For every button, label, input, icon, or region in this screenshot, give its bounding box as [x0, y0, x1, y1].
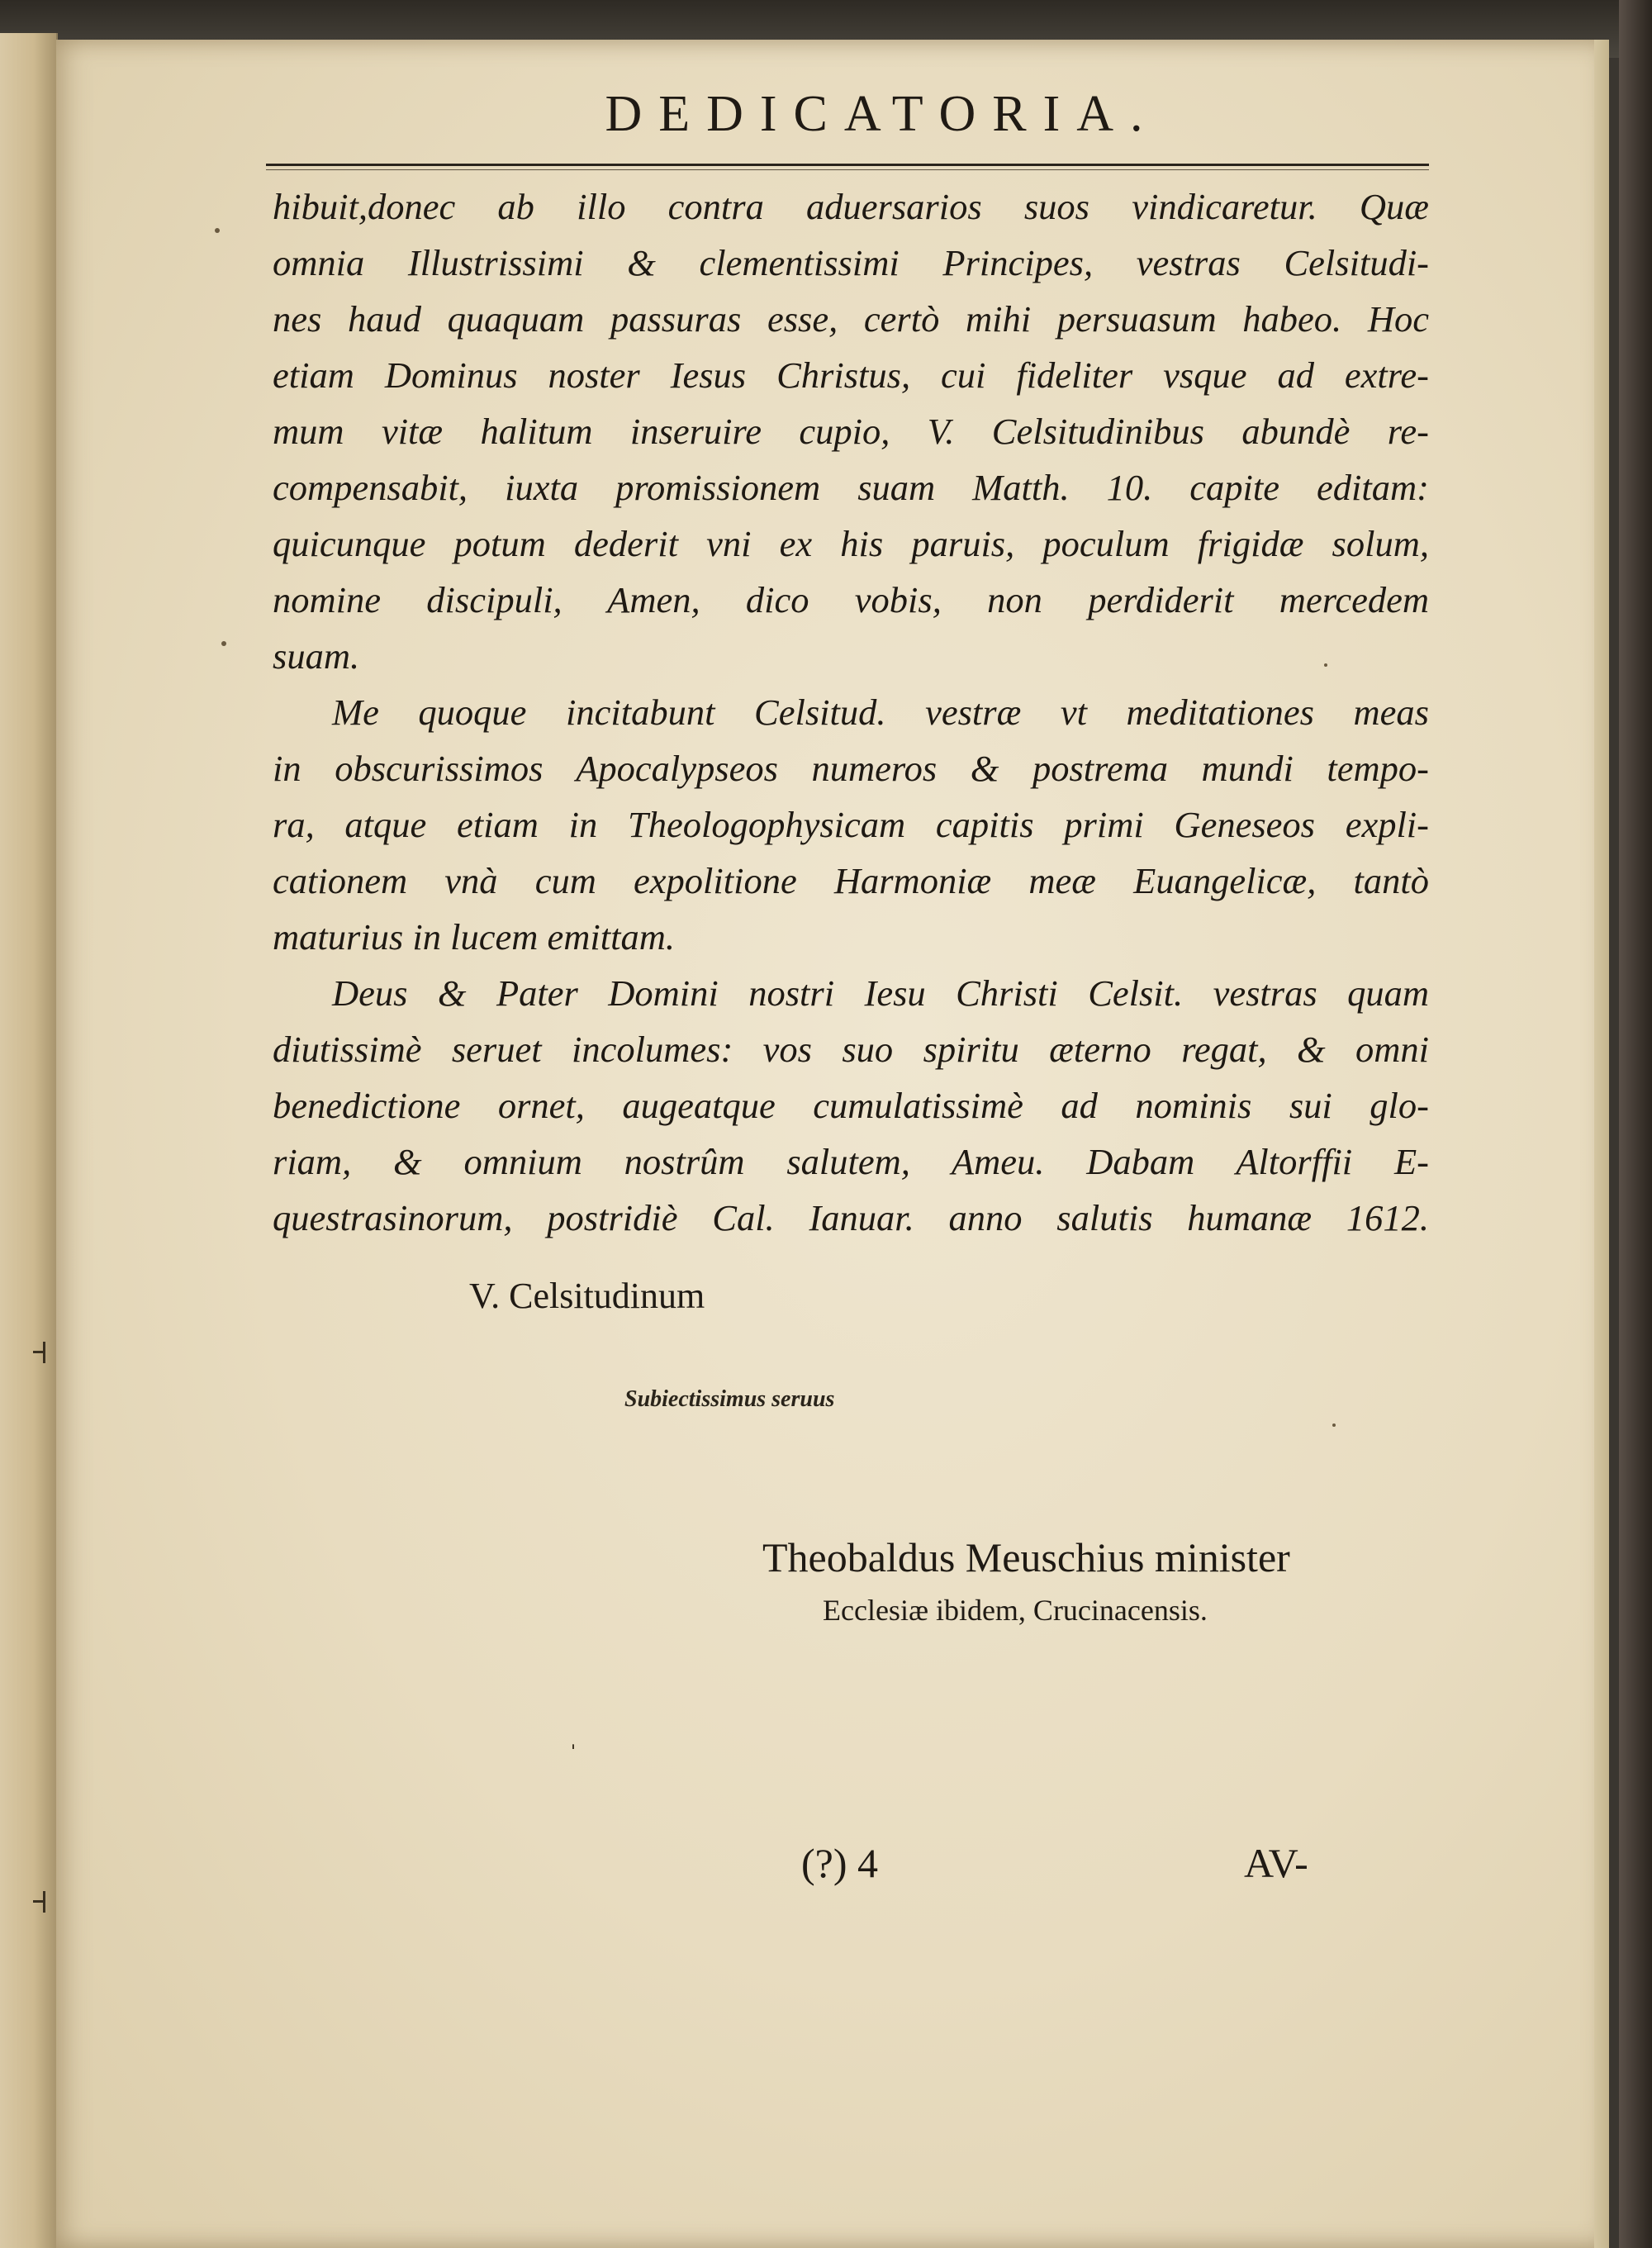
text-line: suam. [273, 635, 360, 677]
text-line: diutissimè seruet incolumes: vos suo spiritu æterno regat, & omni [273, 1029, 1429, 1070]
text-line: nes haud quaquam passuras esse, certò mihi persuasum habeo. Hoc [273, 298, 1429, 340]
salutation: V. Celsitudinum [469, 1276, 705, 1316]
author-name: Theobaldus Meuschius minister [762, 1534, 1290, 1580]
text-line: riam, & omnium nostrûm salutem, Ameu. Dabam Altorffii E- [273, 1141, 1429, 1182]
text-line: nomine discipuli, Amen, dico vobis, non perdiderit mercedem [273, 579, 1429, 620]
header-rule-thin [266, 169, 1429, 170]
scan-background-right [1619, 0, 1652, 2248]
facing-page-edge [0, 33, 58, 2248]
text-line: Me quoque incitabunt Celsitud. vestræ vt meditationes meas [332, 692, 1429, 733]
text-line: cationem vnà cum expolitione Harmoniæ meæ Euangelicæ, tantò [273, 860, 1429, 901]
signature-mark: (?) 4 [801, 1840, 878, 1886]
text-line: Deus & Pater Domini nostri Iesu Christi Celsit. vestras quam [332, 972, 1429, 1014]
facing-page-mark [43, 1342, 45, 1363]
page-edge-stack [1594, 40, 1609, 2248]
ink-speck [221, 641, 226, 646]
text-line: questrasinorum, postridiè Cal. Ianuar. anno salutis humanæ 1612. [273, 1197, 1429, 1238]
text-line: etiam Dominus noster Iesus Christus, cui fideliter vsque ad extre- [273, 354, 1429, 396]
stray-mark: ˌ [568, 1716, 578, 1749]
text-line: hibuit,donec ab illo contra aduersarios suos vindicaretur. Quæ [273, 186, 1429, 227]
facing-page-mark [43, 1891, 45, 1913]
header-rule [266, 164, 1429, 166]
dedication-text [273, 178, 1429, 1246]
text-line: quicunque potum dederit vni ex his paruis, poculum frigidæ solum, [273, 523, 1429, 564]
servant-line: Subiectissimus seruus [624, 1386, 835, 1412]
author-office: Ecclesiæ ibidem, Crucinacensis. [823, 1594, 1208, 1627]
ink-speck [1332, 1423, 1336, 1427]
text-line: mum vitæ halitum inseruire cupio, V. Celsitudinibus abundè re- [273, 411, 1429, 452]
text-line: maturius in lucem emittam. [273, 916, 675, 958]
book-page [56, 40, 1609, 2248]
ink-speck [1324, 663, 1327, 667]
text-line: in obscurissimos Apocalypseos numeros & postrema mundi tempo- [273, 748, 1429, 789]
running-header: DEDICATORIA. [605, 86, 1160, 142]
text-line: ra, atque etiam in Theologophysicam capitis primi Geneseos expli- [273, 804, 1429, 845]
text-line: compensabit, iuxta promissionem suam Matth. 10. capite editam: [273, 467, 1429, 508]
text-line: omnia Illustrissimi & clementissimi Principes, vestras Celsitudi- [273, 242, 1429, 283]
text-line: benedictione ornet, augeatque cumulatissimè ad nominis sui glo- [273, 1085, 1429, 1126]
catchword: AV- [1244, 1840, 1308, 1886]
ink-speck [215, 228, 220, 233]
